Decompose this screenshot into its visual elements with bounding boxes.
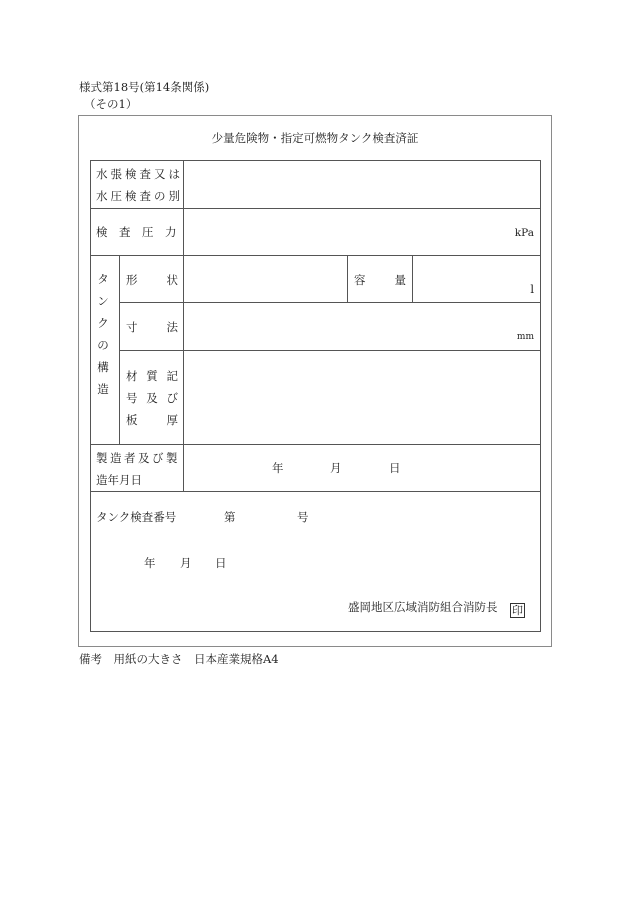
dimensions-label-left: 寸 (126, 320, 138, 334)
dimensions-unit-mm: mm (516, 332, 534, 342)
tank-structure-char: 構 (97, 360, 109, 374)
material-char: び (166, 391, 178, 405)
issue-month-label: 月 (180, 556, 192, 570)
material-label-line3 (126, 413, 178, 427)
manufacture-month-label: 月 (330, 461, 342, 475)
issuer-name: 盛岡地区広域消防組合消防長 (348, 600, 498, 614)
inspection-pressure-label: 検 査 圧 力 (96, 225, 177, 239)
tank-structure-char: ン (97, 294, 109, 308)
issue-day-label: 日 (215, 556, 227, 570)
material-label-line1 (126, 369, 178, 383)
capacity-label-left: 容 (354, 273, 366, 287)
shape-label-left: 形 (126, 273, 138, 287)
certificate-title: 少量危険物・指定可燃物タンク検査済証 (211, 131, 419, 145)
material-char: 厚 (166, 413, 178, 427)
seal-mark (510, 599, 525, 618)
inspection-number-field[interactable] (240, 506, 295, 526)
capacity-label-right: 量 (394, 273, 406, 287)
material-field[interactable] (184, 351, 540, 444)
capacity-unit-liter: l (530, 282, 534, 296)
shape-field[interactable] (184, 256, 347, 302)
dimensions-label (126, 320, 178, 334)
tank-structure-char: の (97, 338, 109, 352)
tank-structure-group-label (96, 272, 110, 396)
tank-structure-char: 造 (97, 382, 109, 396)
manufacture-year-label: 年 (272, 461, 284, 475)
inspection-type-label-line1: 水張検査又は (96, 167, 183, 181)
capacity-column-divider (347, 255, 348, 302)
shape-label-right: 状 (166, 273, 178, 287)
material-char: 材 (126, 369, 138, 383)
form-sub-number: （その1） (84, 97, 138, 111)
manufacturer-label-line2: 造年月日 (96, 473, 142, 487)
dimensions-label-right: 法 (166, 320, 178, 334)
tank-structure-char: ク (97, 316, 109, 330)
material-char: 板 (126, 413, 138, 427)
inspection-type-label-line2: 水圧検査の別 (96, 189, 183, 203)
inspection-type-field[interactable] (184, 161, 540, 208)
manufacturer-label-line1: 製造者及び製 (96, 451, 180, 465)
tank-structure-char: タ (97, 272, 109, 286)
dimensions-field[interactable] (184, 303, 540, 350)
material-char: 質 (146, 369, 158, 383)
material-char: 記 (166, 369, 178, 383)
form-number: 様式第18号(第14条関係) (79, 80, 210, 94)
subgroup-column-divider (119, 255, 120, 444)
shape-label (126, 273, 178, 287)
pressure-unit-kpa: kPa (514, 227, 534, 239)
seal-icon: 印 (512, 604, 523, 617)
paper-size-note: 備考 用紙の大きさ 日本産業規格A4 (79, 652, 279, 666)
manufacture-day-label: 日 (389, 461, 401, 475)
capacity-label (354, 273, 406, 287)
issue-year-label: 年 (144, 556, 156, 570)
material-char: 号 (126, 391, 138, 405)
tank-inspection-number-label: タンク検査番号 (96, 510, 177, 524)
inspection-number-go: 号 (297, 510, 309, 524)
material-label-line2 (126, 391, 178, 405)
row-divider (90, 491, 541, 492)
inspection-pressure-field[interactable] (184, 209, 540, 255)
material-char: 及 (146, 391, 158, 405)
inspection-number-dai: 第 (224, 510, 236, 524)
manufacture-date-field[interactable] (184, 445, 540, 491)
